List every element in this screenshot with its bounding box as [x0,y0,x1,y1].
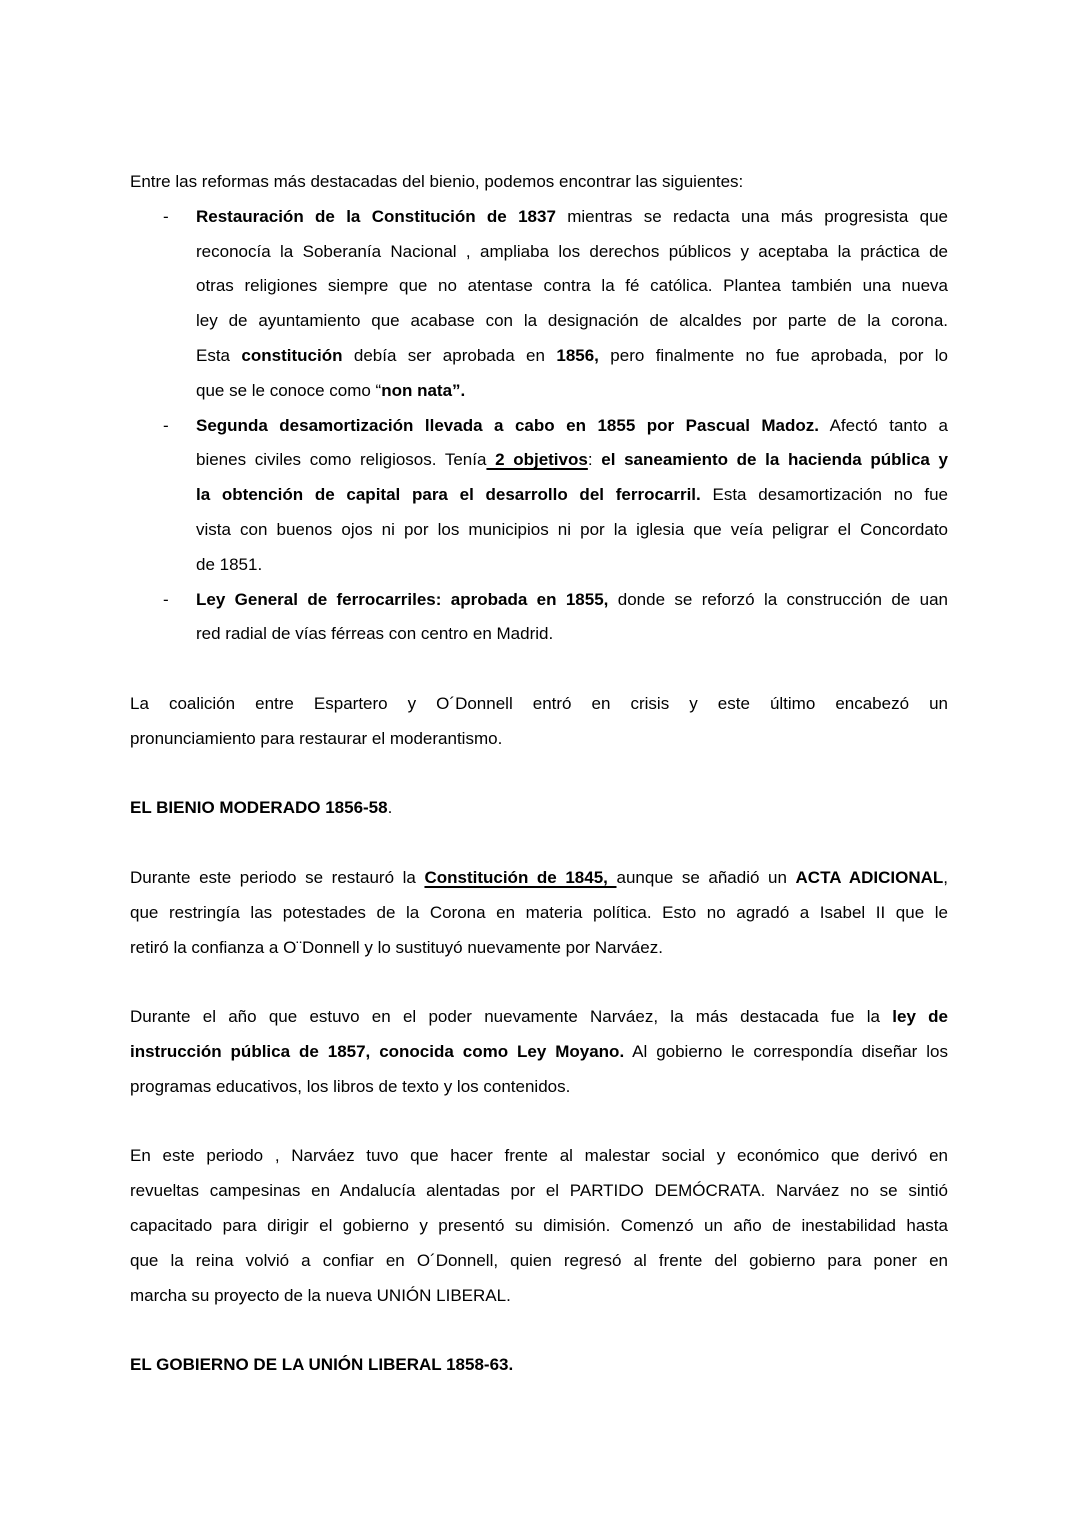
bold-text: constitución [241,345,343,365]
text-run: donde se reforzó la construcción de uan [608,589,948,609]
text-run: bienes civiles como religiosos. Tenía [196,450,487,470]
bullet-item [130,409,948,583]
text-line [130,1209,948,1244]
bullet-dash: - [163,415,169,435]
text-block [130,1348,948,1383]
text-run: Durante el año que estuvo en el poder nuevamente Narváez, la más destacada fue la [130,1007,893,1027]
text-block [130,1139,948,1313]
text-run: La coalición entre Espartero y O´Donnell entró en crisis y este último encabezó un [130,693,948,713]
bullet-item-text [196,409,948,583]
bold-text: Restauración de la Constitución de 1837 [196,206,556,226]
text-run: mientras se redacta una más progresista que [555,206,948,226]
text-run: aunque se añadió un [616,867,796,887]
bold-text: non nata”. [381,380,466,400]
paragraph [130,1139,948,1313]
text-line [196,235,948,270]
text-line [130,896,948,931]
text-line [130,722,948,757]
text-run: que restringía las potestades de la Corona en materia política. Esto no agradó a Isabel II que le [130,902,948,922]
text-line [196,269,948,304]
text-run: red radial de vías férreas con centro en Madrid. [196,624,554,644]
bold-text: Segunda desamortización llevada a cabo en 1855 por Pascual Madoz. [196,415,820,435]
text-line [130,791,948,826]
text-line [196,617,948,652]
text-run: pero finalmente no fue aprobada, por lo [598,345,949,365]
text-run: marcha su proyecto de la nueva UNIÓN LIBERAL. [130,1285,511,1305]
bullet-dash: - [163,589,169,609]
document-page [130,165,948,1383]
text-line [130,861,948,896]
text-run: pronunciamiento para restaurar el moderantismo. [130,728,503,748]
paragraph [130,687,948,757]
text-line [130,1070,948,1105]
bold-text: ACTA ADICIONAL [795,867,944,887]
text-run: En este periodo , Narváez tuvo que hacer frente al malestar social y económico que derivó en [130,1146,948,1166]
text-run: , [943,867,948,887]
bold-text: instrucción pública de 1857, conocida como Ley Moyano. [130,1041,625,1061]
text-run: : [587,450,602,470]
text-run: Durante este periodo se restauró la [130,867,425,887]
text-run: otras religiones siempre que no atentase contra la fé católica. Plantea también una nueva [196,276,948,296]
text-run: Esta desamortización no fue [700,485,948,505]
bullet-list [130,200,948,652]
text-line [130,165,948,200]
text-run: debía ser aprobada en [342,345,557,365]
text-line [130,931,948,966]
text-line [130,1000,948,1035]
text-block [130,861,948,965]
bold-text: Ley General de ferrocarriles: aprobada en 1855, [196,589,609,609]
text-block [130,791,948,826]
text-line [196,583,948,618]
text-line [196,443,948,478]
text-line [130,1348,948,1383]
paragraph [130,1000,948,1104]
text-run: revueltas campesinas en Andalucía alentadas por el PARTIDO DEMÓCRATA. Narváez no se sintió [130,1181,948,1201]
text-run: vista con buenos ojos ni por los municipios ni por la iglesia que veía peligrar el Concordato [196,519,948,539]
text-run: . [387,798,393,818]
text-run: Entre las reformas más destacadas del bienio, podemos encontrar las siguientes: [130,172,744,191]
text-block [130,1000,948,1104]
bold-text: ley de [892,1007,948,1027]
text-run: de 1851. [196,554,263,574]
text-line [196,374,948,409]
text-line [130,1174,948,1209]
bold-text: el saneamiento de la hacienda pública y [601,450,948,470]
text-line [196,478,948,513]
text-run: capacitado para dirigir el gobierno y presentó su dimisión. Comenzó un año de inestabilidad hasta [130,1215,948,1235]
text-line [196,409,948,444]
paragraph [130,165,948,200]
text-run: retiró la confianza a O¨Donnell y lo sustituyó nuevamente por Narváez. [130,937,663,957]
text-line [130,687,948,722]
text-run: Afectó tanto a [819,415,948,435]
bullet-item [130,583,948,653]
text-line [196,200,948,235]
text-run: reconocía la Soberanía Nacional , ampliaba los derechos públicos y aceptaba la práctica de [196,241,948,261]
bold-text: 1856, [556,345,599,365]
text-line [130,1244,948,1279]
text-line [196,548,948,583]
text-run: programas educativos, los libros de texto y los contenidos. [130,1076,571,1096]
section-heading [130,1348,948,1383]
underlined-bold-text: Constitución de 1845, [424,867,617,887]
text-run: Esta [196,345,242,365]
text-run: que la reina volvió a confiar en O´Donnell, quien regresó al frente del gobierno para poner en [130,1250,948,1270]
text-line [130,1279,948,1314]
text-run: que se le conoce como “ [196,380,382,400]
text-run: Al gobierno le correspondía diseñar los [624,1041,948,1061]
bullet-item-text [196,200,948,409]
bold-text: la obtención de capital para el desarrollo del ferrocarril. [196,485,701,505]
bullet-dash: - [163,206,169,226]
text-line [196,339,948,374]
text-block [130,687,948,757]
bold-text: EL GOBIERNO DE LA UNIÓN LIBERAL 1858-63. [130,1355,514,1375]
bullet-item [130,200,948,409]
underlined-bold-text: 2 objetivos [486,450,588,470]
bold-text: EL BIENIO MODERADO 1856-58 [130,798,388,818]
text-line [130,1139,948,1174]
text-block [130,165,948,652]
text-line [196,513,948,548]
text-line [196,304,948,339]
section-heading [130,791,948,826]
text-run: ley de ayuntamiento que acabase con la designación de alcaldes por parte de la corona. [196,311,948,331]
bullet-item-text [196,583,948,653]
text-line [130,1035,948,1070]
paragraph [130,861,948,965]
